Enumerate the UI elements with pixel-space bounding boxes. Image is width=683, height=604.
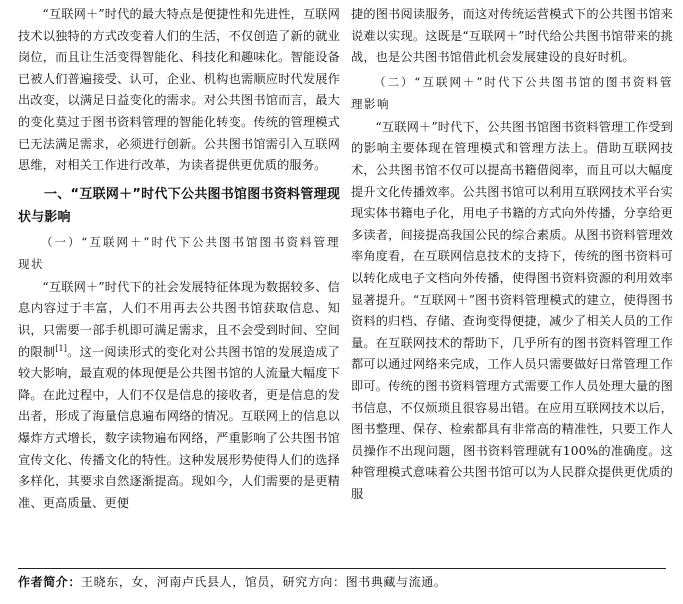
citation-marker: [1] bbox=[55, 343, 68, 353]
subsection-heading-impact: （二）“互联网＋”时代下公共图书馆的图书资料管理影响 bbox=[351, 74, 673, 111]
status-paragraph-part-b: 。这一阅读形式的变化对公共图书馆的发展造成了较大影响，最直观的体现便是公共图书馆的人流量大幅度下降。在此过程中，人们不仅是信息的接收者，更是信息的发出者，形成了海量信息遍布网络的情况。互联网上的信息以爆炸方式增长，数字读物遍布网络，严重影响了公共图书馆宣传文化、传播文化的特性。这种发展形势使得人们的选择多样化，其要求自然逐渐提高。现如今，人们需要的是更精准、更高质量、更便 bbox=[18, 344, 340, 510]
continued-paragraph: 捷的图书阅读服务，而这对传统运营模式下的公共图书馆来说难以实现。这既是“互联网＋”时代给公共图书馆带来的挑战，也是公共图书馆借此机会发展建设的良好时机。 bbox=[351, 7, 673, 65]
status-paragraph bbox=[18, 277, 340, 515]
right-column bbox=[351, 4, 673, 505]
status-paragraph-part-a: “互联网＋”时代下的社会发展特征体现为数据较多、信息内容过于丰富，人们不用再去公共图书馆获取信息、知识，只需要一部手机即可满足需求，且不会受到时间、空间的限制 bbox=[18, 279, 340, 359]
impact-paragraph: “互联网＋”时代下，公共图书馆图书资料管理工作受到的影响主要体现在管理模式和管理方法上。借助互联网技术，公共图书馆不仅可以提高书籍借阅率，而且可以大幅度提升文化传播效率。公共图书馆可以利用互联网技术平台实现实体书籍电子化，用电子书籍的方式向外传播，分享给更多读者，间接提高我国公民的综合素质。从图书资料管理效率角度看，在互联网信息技术的支持下，传统的图书资料可以转化成电子文档向外传播，使得图书资料资源的利用效率显著提升。“互联网＋”图书资料管理模式的建立，使得图书资料的归档、存储、查询变得便捷，减少了相关人员的工作量。在互联网技术的帮助下，几乎所有的图书资料管理工作都可以通过网络来完成，工作人员只需要做好日常管理工作即可。传统的图书资料管理方式需要工作人员处理大量的图书信息，不仅烦琐且很容易出错。在应用互联网技术以后，图书整理、保存、检索都具有非常高的精准性，只要工作人员操作不出现问题，图书资料管理就有100%的准确度。这种管理模式意味着公共图书馆可以为人民群众提供更优质的服 bbox=[351, 119, 673, 501]
section-heading: 一、“互联网＋”时代下公共图书馆图书资料管理现状与影响 bbox=[18, 186, 340, 225]
author-note-label: 作者简介： bbox=[18, 575, 82, 589]
author-note-text: 王晓东，女，河南卢氏县人，馆员，研究方向：图书典藏与流通。 bbox=[81, 575, 447, 589]
subsection-heading-status: （一）“互联网＋”时代下公共图书馆图书资料管理现状 bbox=[18, 234, 340, 271]
author-note bbox=[18, 573, 666, 591]
footnote-divider bbox=[18, 568, 666, 569]
intro-paragraph: “互联网＋”时代的最大特点是便捷性和先进性，互联网技术以独特的方式改变着人们的生活，不仅创造了新的就业岗位，而且让生活变得智能化、科技化和趣味化。智能设备已被人们普遍接受、认可，企业、机构也需顺应时代发展作出改变，以满足日益变化的需求。对公共图书馆而言，最大的变化莫过于图书资料管理的智能化转变。传统的管理模式已无法满足需求，必须进行创新。公共图书馆需引入互联网思维，对相关工作进行改革，为读者提供更优质的服务。 bbox=[18, 7, 340, 173]
left-column bbox=[18, 4, 340, 514]
